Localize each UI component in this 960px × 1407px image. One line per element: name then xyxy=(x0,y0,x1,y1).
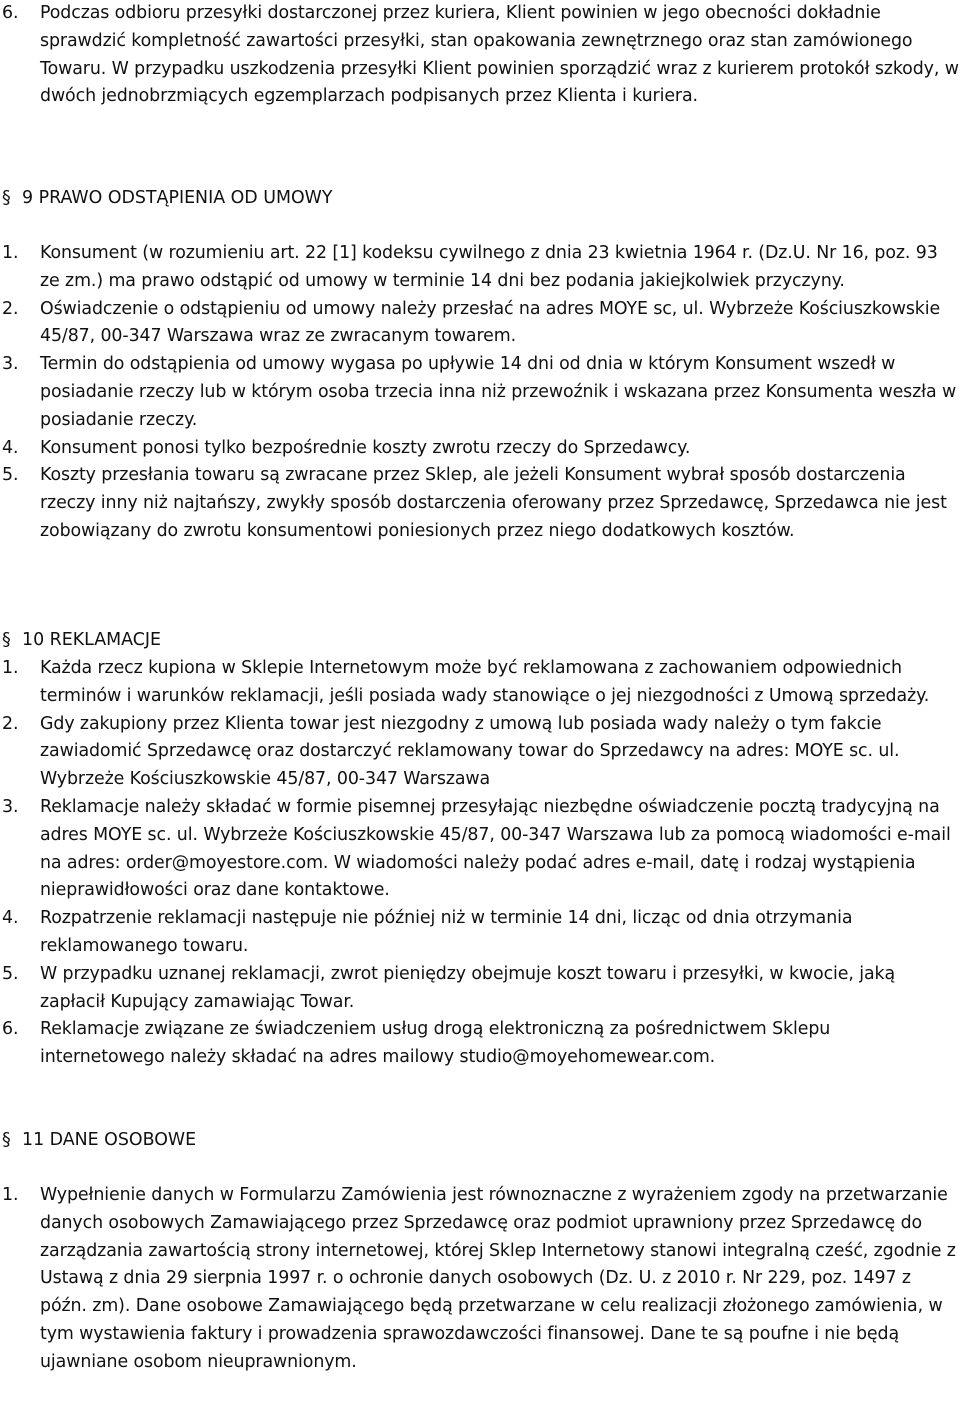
item-text: Rozpatrzenie reklamacji następuje nie później niż w terminie 14 dni, licząc od dnia otrzymania reklamowanego towaru. xyxy=(40,908,853,956)
item-text: Podczas odbioru przesyłki dostarczonej przez kuriera, Klient powinien w jego obecności dokładnie sprawdzić kompletność zawartości przesyłki, stan opakowania zewnętrznego oraz stan zamówionego Towaru. W przypadku uszkodzenia przesyłki Klient powinien sporządzić wraz z kurierem protokół szkody, w dwóch jednobrzmiących egzemplarzach podpisanych przez Klienta i kuriera. xyxy=(40,3,959,107)
list-item xyxy=(0,961,960,1017)
list-item xyxy=(0,351,960,434)
item-number: 1. xyxy=(2,243,19,263)
item-number: 3. xyxy=(2,796,19,817)
item-number: 2. xyxy=(2,298,19,319)
item-number: 1. xyxy=(2,1185,19,1205)
section-heading xyxy=(0,1127,960,1155)
list-item xyxy=(0,0,960,111)
item-number: 5. xyxy=(2,465,19,486)
list-item xyxy=(0,462,960,545)
item-number: 2. xyxy=(2,713,19,734)
item-text: W przypadku uznanej reklamacji, zwrot pieniędzy obejmuje koszt towaru i przesyłki, w kwocie, jaką zapłacił Kupujący zamawiając Towar. xyxy=(40,963,896,1012)
item-text: Konsument (w rozumieniu art. 22 [1] kodeksu cywilnego z dnia 23 kwietnia 1964 r. (Dz.U. Nr 16, poz. 93 ze zm.) ma prawo odstąpić od umowy w terminie 14 dni bez podania jakiejkolwiek przyczyny. xyxy=(40,243,938,291)
item-number: 1. xyxy=(2,658,19,678)
section-11-list xyxy=(0,1182,960,1377)
item-text: Reklamacje związane ze świadczeniem usług drogą elektroniczną za pośrednictwem Sklepu internetowego należy składać na adres mailowy studio@moyehomewear.com. xyxy=(40,1019,831,1068)
section-sign: § xyxy=(2,630,11,650)
item-number: 3. xyxy=(2,354,19,375)
item-text: Koszty przesłania towaru są zwracane przez Sklep, ale jeżeli Konsument wybrał sposób dostarczenia rzeczy inny niż najtańszy, zwykły sposób dostarczenia oferowany przez Sprzedawcę, Sprzedawca nie jest zobowiązany do zwrotu konsumentowi poniesionych przez niego dodatkowych kosztów. xyxy=(40,465,947,541)
list-item xyxy=(0,296,960,352)
section-heading xyxy=(0,185,960,213)
item-number: 4. xyxy=(2,908,19,929)
list-item xyxy=(0,794,960,905)
item-text: Wypełnienie danych w Formularzu Zamówienia jest równoznaczne z wyrażeniem zgody na przetwarzanie danych osobowych Zamawiającego przez Sprzedawcę oraz podmiot uprawniony przez Sprzedawcę do zarządzania zawartością strony internetowej, której Sklep Internetowy stanowi integralną cześć, zgodnie z Ustawą z dnia 29 sierpnia 1997 r. o ochronie danych osobowych (Dz. U. z 2010 r. Nr 229, poz. 1497 z późn. zm). Dane osobowe Zamawiającego będą przetwarzane w celu realizacji złożonego zamówienia, w tym wystawienia faktury i prowadzenia sprawozdawczości finansowej. Dane te są poufne i nie będą ujawniane osobom nieuprawnionym. xyxy=(40,1185,956,1372)
item-text: Konsument ponosi tylko bezpośrednie koszty zwrotu rzeczy do Sprzedawcy. xyxy=(40,437,691,458)
item-number: 6. xyxy=(2,1019,19,1040)
item-number: 4. xyxy=(2,437,19,458)
section-sign: § xyxy=(2,1130,11,1150)
list-item xyxy=(0,905,960,961)
section-9 xyxy=(0,185,960,213)
section-8-tail xyxy=(0,0,960,111)
item-text: Gdy zakupiony przez Klienta towar jest niezgodny z umową lub posiada wady należy o tym fakcie zawiadomić Sprzedawcę oraz dostarczyć reklamowany towar do Sprzedawcy na adres: MOYE sc. ul. Wybrzeże Kościuszkowskie 45/87, 00-347 Warszawa xyxy=(40,713,900,790)
list-item xyxy=(0,711,960,794)
section-10-list xyxy=(0,655,960,1072)
section-11 xyxy=(0,1127,960,1155)
list-item xyxy=(0,240,960,296)
list-item xyxy=(0,435,960,463)
section-title: 10 REKLAMACJE xyxy=(22,630,161,650)
section-title: 9 PRAWO ODSTĄPIENIA OD UMOWY xyxy=(22,188,333,208)
item-text: Termin do odstąpienia od umowy wygasa po upływie 14 dni od dnia w którym Konsument wszedł w posiadanie rzeczy lub w którym osoba trzecia inna niż przewoźnik i wskazana przez Konsumenta weszła w posiadanie rzeczy. xyxy=(40,354,957,430)
item-number: 5. xyxy=(2,963,19,984)
list-item xyxy=(0,1016,960,1072)
section-9-list xyxy=(0,240,960,546)
list-item xyxy=(0,1182,960,1377)
item-text: Oświadczenie o odstąpieniu od umowy należy przesłać na adres MOYE sc, ul. Wybrzeże Kościuszkowskie 45/87, 00-347 Warszawa wraz ze zwracanym towarem. xyxy=(40,298,941,347)
item-text: Reklamacje należy składać w formie pisemnej przesyłając niezbędne oświadczenie pocztą tradycyjną na adres MOYE sc. ul. Wybrzeże Kościuszkowskie 45/87, 00-347 Warszawa lub za pomocą wiadomości e-mail na adres: order@moyestore.com. W wiadomości należy podać adres e-mail, datę i rodzaj wystąpienia nieprawidłowości oraz dane kontaktowe. xyxy=(40,796,951,901)
section-sign: § xyxy=(2,188,11,208)
list-item xyxy=(0,655,960,711)
item-number: 6. xyxy=(2,3,19,23)
section-heading xyxy=(0,627,960,655)
item-text: Każda rzecz kupiona w Sklepie Internetowym może być reklamowana z zachowaniem odpowiednich terminów i warunków reklamacji, jeśli posiada wady stanowiące o jej niezgodności z Umową sprzedaży. xyxy=(40,658,930,706)
section-10 xyxy=(0,627,960,655)
section-title: 11 DANE OSOBOWE xyxy=(22,1130,197,1150)
